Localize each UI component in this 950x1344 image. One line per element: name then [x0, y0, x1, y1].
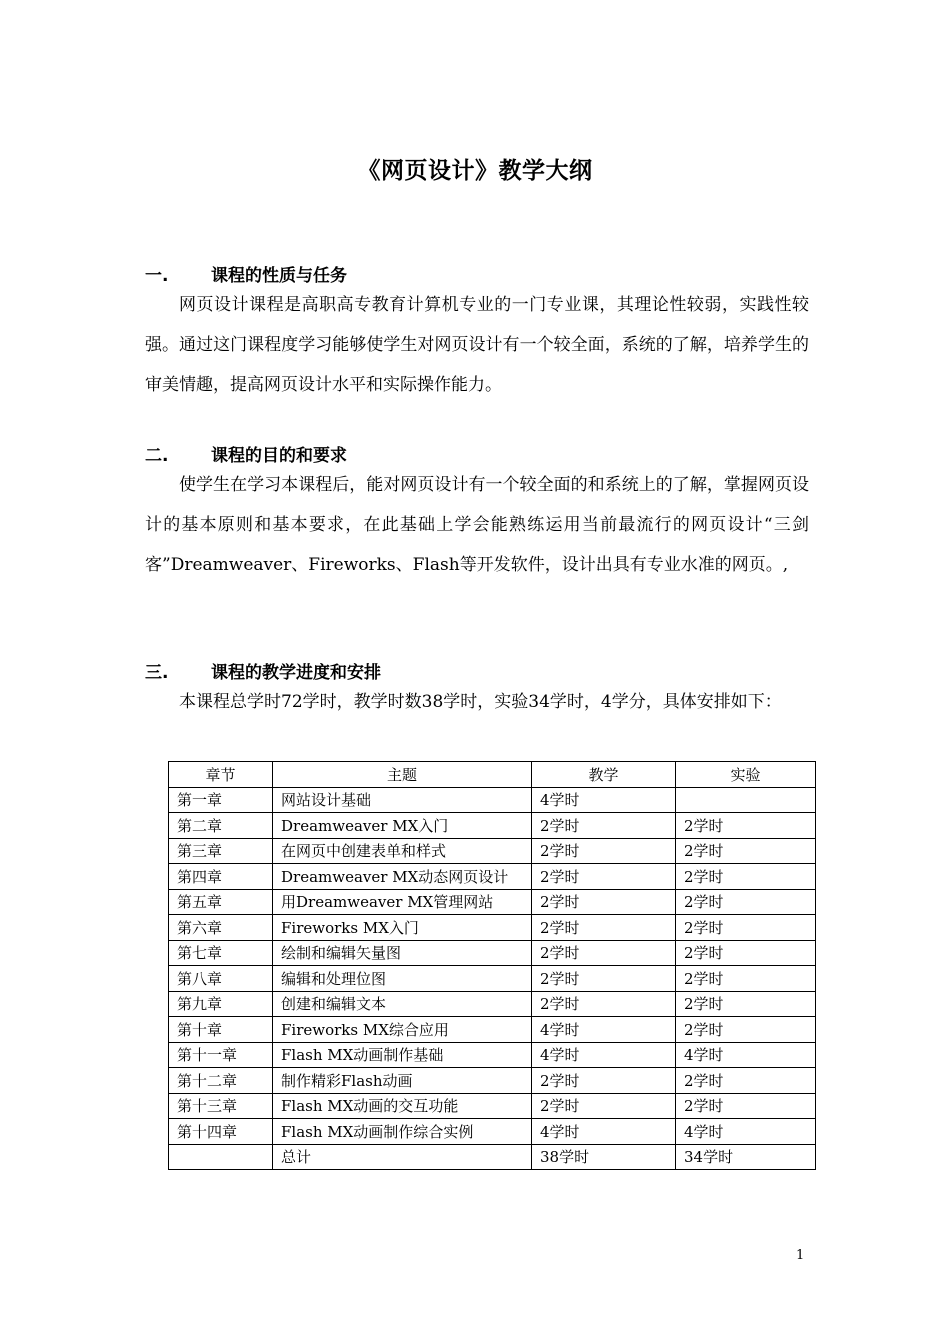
- cell-chapter: 第三章: [169, 838, 273, 864]
- table-row: [169, 864, 816, 890]
- schedule-table: [168, 761, 816, 1170]
- cell-chapter: 第一章: [169, 787, 273, 813]
- cell-topic: Flash MX动画制作基础: [273, 1042, 532, 1068]
- header-topic: 主题: [273, 762, 532, 788]
- cell-topic: 用Dreamweaver MX管理网站: [273, 889, 532, 915]
- cell-topic: 在网页中创建表单和样式: [273, 838, 532, 864]
- section-1-heading: [145, 261, 347, 286]
- cell-teaching: 2学时: [532, 991, 676, 1017]
- table-row: [169, 838, 816, 864]
- cell-lab: 2学时: [676, 915, 816, 941]
- cell-chapter: 第四章: [169, 864, 273, 890]
- cell-chapter: 第九章: [169, 991, 273, 1017]
- cell-chapter: [169, 1144, 273, 1170]
- cell-topic: 网站设计基础: [273, 787, 532, 813]
- cell-chapter: 第十一章: [169, 1042, 273, 1068]
- cell-chapter: 第五章: [169, 889, 273, 915]
- section-1-title: 课程的性质与任务: [211, 266, 347, 286]
- section-2-title: 课程的目的和要求: [211, 446, 347, 466]
- section-3-number: 三.: [145, 663, 169, 683]
- cell-lab: 2学时: [676, 813, 816, 839]
- page-number: 1: [796, 1248, 805, 1263]
- schedule-table-wrapper: [168, 761, 816, 1170]
- cell-topic: Flash MX动画制作综合实例: [273, 1119, 532, 1145]
- table-row: [169, 991, 816, 1017]
- section-2-paragraph: 使学生在学习本课程后，能对网页设计有一个较全面的和系统上的了解，掌握网页设计的基本原则和基本要求，在此基础上学会能熟练运用当前最流行的网页设计“三剑客”Dreamweaver、Fireworks、Flash等开发软件，设计出具有专业水准的网页。,: [145, 475, 809, 575]
- cell-lab: 2学时: [676, 838, 816, 864]
- cell-chapter: 第八章: [169, 966, 273, 992]
- cell-teaching: 2学时: [532, 1093, 676, 1119]
- cell-topic: 绘制和编辑矢量图: [273, 940, 532, 966]
- cell-lab: 2学时: [676, 864, 816, 890]
- cell-chapter: 第十三章: [169, 1093, 273, 1119]
- cell-lab: 2学时: [676, 1017, 816, 1043]
- table-row: [169, 940, 816, 966]
- cell-lab: 2学时: [676, 889, 816, 915]
- cell-topic: 总计: [273, 1144, 532, 1170]
- cell-lab: 2学时: [676, 1068, 816, 1094]
- table-header-row: [169, 762, 816, 788]
- cell-lab: 2学时: [676, 966, 816, 992]
- section-1-number: 一.: [145, 266, 169, 286]
- table-row: [169, 1042, 816, 1068]
- cell-lab: 4学时: [676, 1042, 816, 1068]
- cell-lab: 2学时: [676, 940, 816, 966]
- header-teaching: 教学: [532, 762, 676, 788]
- document-title: 《网页设计》教学大纲: [357, 158, 593, 184]
- section-2-heading: [145, 441, 347, 466]
- cell-topic: 创建和编辑文本: [273, 991, 532, 1017]
- cell-teaching: 2学时: [532, 1068, 676, 1094]
- section-1-paragraph: 网页设计课程是高职高专教育计算机专业的一门专业课，其理论性较弱，实践性较强。通过这门课程度学习能够使学生对网页设计有一个较全面，系统的了解，培养学生的审美情趣，提高网页设计水平和实际操作能力。: [145, 295, 809, 395]
- cell-topic: Dreamweaver MX入门: [273, 813, 532, 839]
- cell-teaching: 2学时: [532, 813, 676, 839]
- cell-teaching: 4学时: [532, 1119, 676, 1145]
- cell-teaching: 4学时: [532, 787, 676, 813]
- cell-teaching: 4学时: [532, 1042, 676, 1068]
- table-row: [169, 889, 816, 915]
- cell-teaching: 4学时: [532, 1017, 676, 1043]
- table-row: [169, 1144, 816, 1170]
- table-row: [169, 966, 816, 992]
- section-3-title: 课程的教学进度和安排: [211, 663, 381, 683]
- cell-chapter: 第十章: [169, 1017, 273, 1043]
- section-3-heading: [145, 658, 381, 683]
- cell-lab: 34学时: [676, 1144, 816, 1170]
- table-row: [169, 915, 816, 941]
- table-row: [169, 1119, 816, 1145]
- cell-lab: 2学时: [676, 991, 816, 1017]
- cell-lab: 2学时: [676, 1093, 816, 1119]
- cell-teaching: 2学时: [532, 864, 676, 890]
- cell-topic: Dreamweaver MX动态网页设计: [273, 864, 532, 890]
- cell-topic: Flash MX动画的交互功能: [273, 1093, 532, 1119]
- cell-chapter: 第十四章: [169, 1119, 273, 1145]
- cell-teaching: 38学时: [532, 1144, 676, 1170]
- cell-teaching: 2学时: [532, 915, 676, 941]
- cell-topic: Fireworks MX入门: [273, 915, 532, 941]
- table-row: [169, 813, 816, 839]
- header-lab: 实验: [676, 762, 816, 788]
- table-row: [169, 1017, 816, 1043]
- cell-chapter: 第十二章: [169, 1068, 273, 1094]
- cell-topic: Fireworks MX综合应用: [273, 1017, 532, 1043]
- section-3-paragraph: 本课程总学时72学时，教学时数38学时，实验34学时，4学分，具体安排如下：: [179, 692, 782, 712]
- cell-teaching: 2学时: [532, 889, 676, 915]
- cell-chapter: 第六章: [169, 915, 273, 941]
- cell-chapter: 第七章: [169, 940, 273, 966]
- cell-teaching: 2学时: [532, 838, 676, 864]
- cell-topic: 编辑和处理位图: [273, 966, 532, 992]
- cell-chapter: 第二章: [169, 813, 273, 839]
- table-row: [169, 1068, 816, 1094]
- cell-teaching: 2学时: [532, 940, 676, 966]
- table-row: [169, 1093, 816, 1119]
- table-row: [169, 787, 816, 813]
- section-2-number: 二.: [145, 446, 169, 466]
- header-chapter: 章节: [169, 762, 273, 788]
- cell-lab: 4学时: [676, 1119, 816, 1145]
- cell-topic: 制作精彩Flash动画: [273, 1068, 532, 1094]
- cell-teaching: 2学时: [532, 966, 676, 992]
- cell-lab: [676, 787, 816, 813]
